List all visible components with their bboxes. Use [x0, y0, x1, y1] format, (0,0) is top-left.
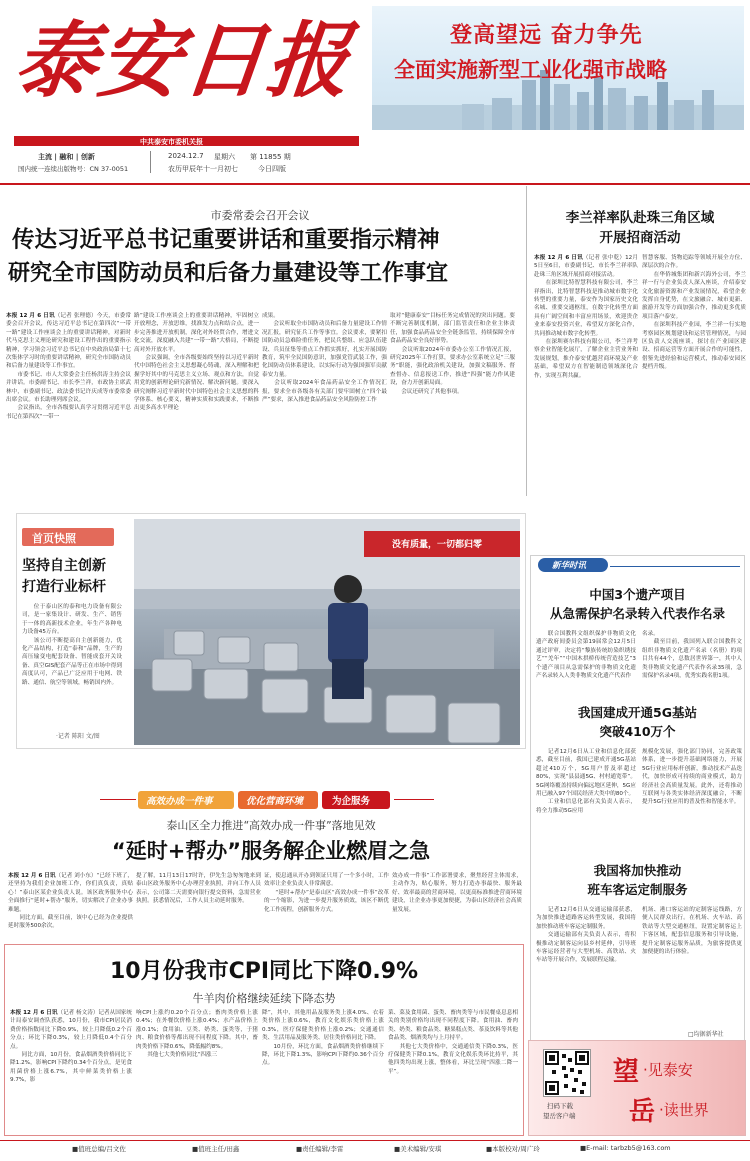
lead-col-2: 路”建设工作座谈会上的重要讲话精神，牢固树立开放理念，开放思维，找准发力点和结合点，进一步完善推进开放机制，深化对外经贸合作，增进文化交流，深度融入共建“一带一路”大格局，不断提高对外开放水平。 会议强调，全市各级要始终坚持以习近平新时代中国特色社会主义思想凝心铸魂，深入理解和把握学好其中的马克思主义立场、观点和方法，自觉用党的创新理论研究新情况、解决新问题。要深入研究阐释习近平新时代中国特色社会主义思想的科学体系、核心要义，精神实质和实践要求，不断推出更多高水平理论	[134, 313, 259, 412]
promo-right-line	[394, 799, 434, 800]
factory-photo	[134, 519, 520, 745]
promo-chip-2	[238, 791, 318, 809]
cpi-headline: 10月份我市CPI同比下降0.9%	[109, 959, 419, 984]
second-col-2: 提了解，11月13日17时许，伊先生急匆匆地来到泰山区政务服务中心办理营业执照，并向工作人员表示，公司第二天需要向银行提交资料，急需营业执照。获悉情况后，工作人员主动延时服务。	[136, 873, 261, 905]
cpi-col-3: 降”，其中，其他用品及服务类上涨4.0%、衣着类价格上涨0.6%，教育文化娱乐类价格上涨0.3%，医疗保健类价格上涨0.2%；交通通信类、生活用品及服务类、居住类价格同比下降。 10月份，环比方面，食品烟酒类价格继续下降，环比下降1.3%，影响CPI下降约0.36个百分点。	[262, 1010, 384, 1067]
lead-col-4: 取对“健康泰安”目标任务完成情况的突出问题。要不断完善制度机制，部门监管责任和企业主体责任，加强食品药品安全全链条监管，持续保障全市食品药品安全良好形势。 会议听取2024年市委办公室工作情况汇报，研究2025年工作打算，要求办公室系统立足“三服务”职能，强化政治机关建设，加强文稿服务、督查督办、信息报送工作，推进“四强”能力作风建设，奋力开创新局面。 会议还研究了其他事项。	[390, 313, 515, 395]
promo-big-char-2: 岳	[629, 1097, 656, 1127]
second-col-1-text: （记者 刘小东）“已经下班了，还坚持为我们企业加班工作，你们真负责，真贴心！”泰山区某企业负责人说。该区政务服务中心全面推行“延时+帮办”服务，切实解决了企业办事难题。 同比方面，截至目前，该中心已经为企业提供延时服务500余次。	[8, 873, 133, 930]
footer-item: ■美术编辑/安琪	[394, 1145, 442, 1153]
footer-item: ■值班总编/吕文佐	[72, 1145, 126, 1153]
xinhua-story-2-headline-2: 突破410万个	[599, 724, 676, 739]
xinhua-label-text: 新华时讯	[552, 561, 587, 571]
promo-line-1: ·见泰安	[643, 1061, 693, 1079]
cn-number: 国内统一连续出版物号：CN 37-0051	[18, 165, 129, 173]
xinhua-story-2-col-1: 记者12月6日从工业和信息化部获悉，截至目前，我国已建成开通5G基站超过410万个，5G用户普及率超过80%，实现“县县通5G、村村通宽带”。5G网络覆盖持续向偏远地区延伸，5G应用已融入97个国民经济大类中的80个。 工业和信息化部有关负责人表示，将全力推动5G应用	[536, 749, 636, 814]
xinhua-story-3-headline-1: 我国将加快推动	[593, 863, 682, 878]
slogan-line-2: 全面实施新型工业化强市战略	[394, 58, 667, 82]
lead-col-1	[6, 312, 131, 494]
footer-email[interactable]: ■E-mail: tarbzb5@163.com	[580, 1144, 671, 1152]
factory-photo-illustration	[134, 519, 520, 745]
footer-item: ■本版校对/周广玲	[486, 1145, 540, 1153]
qr-code-icon	[544, 1050, 590, 1096]
promo-line-2: ·读世界	[659, 1101, 709, 1119]
footer-rule	[0, 1140, 750, 1141]
lead-dateline: 本报 12 月 6 日讯	[6, 313, 55, 319]
right-dateline: 本报 12 月 6 日讯	[534, 255, 583, 261]
promo-text-1: 高效办成一件事	[146, 796, 213, 807]
photo-feature-headline-1: 坚持自主创新	[22, 558, 106, 574]
xinhua-story-3-col-1: 记者12月6日从交通运输部获悉，为加快推进道路客运转型发展，我国将加快推动班车客运定制服务。 交通运输部有关负责人表示，将积极推动定制客运向县乡村延伸，引导班车客运经营者与大型机场、高铁站、火车站等开展合作，发展联程运输。	[536, 907, 636, 964]
masthead-rule	[0, 183, 750, 185]
promo-left-line	[100, 799, 136, 800]
photo-feature-label	[22, 528, 114, 546]
cpi-col-2: 响CPI上涨约0.20个百分点；畜肉类价格上涨0.4%；在外餐饮价格上涨0.4%；水产品价格上涨0.1%；食用油、豆类、奶类、蛋类等，于猪肉、粮食价格等都出现不同程度下降。其中，畜肉类价格下降0.6%，降低幅约8%。 其他七大类价格同比“四涨三	[136, 1010, 258, 1059]
page-count: 今日四版	[258, 165, 286, 173]
publisher-label: 中共泰安市委机关报	[140, 138, 203, 146]
xinhua-story-1-headline-1: 中国3个遗产项目	[589, 587, 686, 602]
promo-chip-1	[138, 791, 234, 809]
lead-headline-2: 研究全市国防动员和后备力量建设等工作事宜	[8, 261, 449, 286]
cpi-subhead: 牛羊肉价格继续延续下降态势	[192, 992, 336, 1005]
right-headline-1: 李兰祥率队赴珠三角区域	[565, 210, 715, 226]
lead-kicker: 市委常委会召开会议	[210, 209, 310, 222]
footer-bar	[0, 1142, 750, 1156]
right-col-2: 智慧客服、货物追踪等领域开展全方位、深层次的合作。 在华侨城集团和新兴海外公司，李兰祥一行与企业负责人深入座谈，介绍泰安文化旅游资源和产业发展情况，希望企业发挥自身优势，在文旅融合、城市更新、旅游开发等方面加强合作，推动更多优质项目落户泰安。 在深圳科技产业园，李兰祥一行实地考察园区规划建设和运营管理情况，与园区负责人交流座谈，探讨在产业园区建设、招商运营等方面开展合作的可能性，借鉴先进经验和运营模式，推动泰安园区提档升级。	[642, 255, 746, 371]
masthead-logo: 泰安日报	[9, 13, 356, 109]
issue-divider-1	[150, 151, 151, 173]
app-promo-box[interactable]	[528, 1040, 746, 1136]
qr-caption-1: 扫码下载	[547, 1102, 573, 1110]
second-headline: “延时+帮办”服务解企业燃眉之急	[111, 839, 431, 863]
promo-text-3: 为企服务	[332, 796, 371, 807]
qr-caption-2: 望岳客户端	[543, 1112, 576, 1120]
qr-code[interactable]	[543, 1049, 591, 1097]
cpi-col-4: 菜、菜及食用菌、蛋类、畜肉类等与市民餐桌息息相关的类别价格均出现不同程度下降。食用油、畜肉类、奶类、粮食品类、糖果糕点类、茶及饮料等其他食品类、烟酒类均与上月持平。 其他七大类价格中，交通通信类下降0.3%，医疗保健类下降0.1%，教育文化娱乐类环比持平，其他四类均出现上涨，整体看，环比呈现“四涨二降一平”。	[388, 1010, 518, 1075]
second-dateline: 本报 12 月 6 日讯	[8, 873, 56, 879]
xinhua-story-1-col-1: 联合国教科文组织保护非物质文化遗产政府间委员会第19届常会12月5日通过评审，决定将“黎族传统纺染织绣技艺”“羌年”“中国木拱桥传统营造技艺”3个遗产项目从急需保护的非物质文化遗产名录转入人类非物质文化遗产代表作	[536, 631, 636, 680]
promo-big-char-1: 望	[613, 1057, 640, 1087]
issue-info-row	[14, 150, 744, 180]
xinhua-story-2-col-2: 规模化发展，强化部门协同，完善政策体系，进一步提升基础网络能力，开展5G行业应用标杆创新，推动技术产品迭代，加快形成可持续的商业模式，助力经济社会高质量发展。此外，还将推动互联网与各类实体经济深度融合，不断提升5G行业应用的普及性和智能水平。	[642, 749, 742, 806]
issue-date: 2024.12.7	[168, 152, 204, 160]
xinhua-story-3-headline-2: 班车客运定制服务	[587, 882, 688, 897]
lead-col-1-text: （记者 张理德）今天，市委常委会召开会议，传达习近平总书记在第四次“一带一路”建设工作座谈会上的重要讲话精神，对新时代马克思主义理论研究和建设工程作出的重要指示精神，学习领会习近平总书记在中央政治局第十七次集体学习时的重要讲话精神，研究全市国防动员和后备力量建设等工作事宜。 市委书记、市人大常委会主任杨洪涛主持会议并讲话。市委副书记、市长李兰祥，市政协主席武林中，市委副书记、政法委书记许庆成等市委常委出席会议。市长助理列席会议。 会议指出，全市各级要认真学习贯彻习近平总书记在第四次“一带一	[6, 313, 131, 420]
issue-number: 第 11855 期	[250, 153, 291, 161]
xinhua-story-2-headline-1: 我国建成开通5G基站	[578, 705, 697, 720]
right-headline-2: 开展招商活动	[599, 230, 681, 246]
footer-item: ■责任编辑/李雷	[296, 1145, 344, 1153]
footer-item: ■值班主任/田鑫	[192, 1145, 240, 1153]
lead-col-3: 成果。 会议听取全市国防动员和后备力量建设工作情况汇报，研究征兵工作等事宜。会议要求，要紧扣国防动员急难险重任务，把民兵整组、应急队伍建设、兵员征集等重点工作抓实抓好，扎实开展国防教育，筑牢全民国防意识，加强党管武装工作，强化国防动员体系建设，以实际行动为强国强军贡献泰安力量。 会议听取2024年食品药品安全工作情况汇报，要求全市各级各有关部门要牢固树立“四个最严”要求，深入推进食品药品安全风险防控工作	[262, 313, 387, 404]
photo-credit: ·记者 陈阳 文/图	[56, 733, 100, 740]
photo-feature-label-text: 首页快照	[32, 532, 76, 545]
second-col-1	[8, 872, 133, 942]
business-promo-banner	[100, 789, 440, 811]
factory-banner-text: 没有质量，一切都归零	[392, 540, 483, 550]
slogan-banner	[372, 6, 744, 130]
weekday: 星期六	[214, 153, 235, 161]
right-col-1	[534, 254, 638, 544]
right-col-1-text: （记者 张中乾）12月5日至6日，市委副书记、市长李兰祥率队赴珠三角区域开展招商对接活动。 在深圳比特智慧科技有限公司，李兰祥指出，比特智慧科技是推动城市数字化转型的重要力量，泰安作为国家历史文化名城、重要交通枢纽，在数字化转型方面具有广阔空间和丰富应用场景，欢迎贵企业来泰安投资兴业，希望双方深化合作，共同推动城市数字化转型。 在深圳赛尔科技有限公司，李兰祥考察企业智能化展厅，了解企业主营业务和发展规划，推介泰安优越营商环境及产业基础，希望双方在智能制造领域深化合作，实现互利共赢。	[534, 255, 638, 379]
promo-chip-3	[322, 791, 390, 809]
xinhua-story-1-col-2: 名录。 截至目前，我国列入联合国教科文组织非物质文化遗产名录（名册）的项目共有44个，总数居世界第一，其中人类非物质文化遗产代表作名录35项，急需保护名录4项，优秀实践名册1项。	[642, 631, 742, 680]
xinhua-source: □均据新华社	[688, 1031, 724, 1038]
xinhua-story-3-col-2: 机场、港口客运站的定制客运线路，方便人民群众出行。在机场、火车站、高铁站等大型交通枢纽，设置定制客运上下客区域，配套信息服务和引导设施，提升定制客运服务品质，为旅客提供更加便捷的出行体验。	[642, 907, 742, 956]
second-col-4: 效办成一件事”工作部署要求，聚焦经营主体需求，主动作为，贴心服务，努力打造办事最快、服务最好、效率最高的营商环境，以更高标准推进营商环境建设，让企业办事更加便捷，为泰山区经济社会高质量发展。	[392, 873, 522, 913]
photo-feature-caption: 位于泰山区的泰和电力设备有限公司，是一家集设计、研发、生产、销售于一体的高新技术企业，年生产各种电力设备45万台。 该公司不断提高自主创新能力，优化产品结构，打造“泰和”品牌，生产的高压输变电配套设备、智能成套开关设备、真空GIS配套产品等正在市场中得到高度认可，产品已广泛应用于电网、铁路、通信、航空等领域，畅销国内外。	[22, 604, 122, 686]
cpi-col-1	[10, 1009, 132, 1131]
motto: 主流 | 融和 | 创新	[38, 153, 95, 161]
xinhua-story-1-headline-2: 从急需保护名录转入代表作名录	[549, 606, 725, 621]
second-col-3: 证，使息通从开办到领证只用了一个多小时，工作效率让企业负责人非常满意。 “延时+帮办”是泰山区“高效办成一件事”改革的一个缩影，为进一步提升服务质效，该区不断优化工作流程，创新服务方式。	[264, 873, 389, 913]
lead-headline-1: 传达习近平总书记重要讲话和重要指示精神	[12, 227, 440, 253]
second-kicker: 泰山区全力推进“高效办成一件事”落地见效	[166, 819, 376, 832]
cpi-dateline: 本报 12 月 6 日讯	[10, 1010, 58, 1016]
lunar-date: 农历甲辰年十一月初七	[168, 165, 238, 173]
xinhua-label	[538, 558, 608, 572]
slogan-line-1: 登高望远 奋力争先	[450, 23, 643, 48]
photo-feature-headline-2: 打造行业标杆	[22, 579, 106, 595]
cpi-col-1-text: （记者 杨文涛）记者从国家统计局泰安调查队获悉，10月份，我市CPI居民消费价格指数同比下降0.9%，较上月降低0.2个百分点；环比下降0.3%，较上月降低0.4个百分点。 同比方面，10月份，食品烟酒类价格同比下降1.2%，影响CPI下降约0.34个百分点，是见食用菌价格上涨6.7%，其中鲜菜类价格上涨9.7%，影	[10, 1010, 132, 1084]
column-divider	[526, 186, 527, 496]
xinhua-rule	[610, 566, 740, 567]
promo-text-2: 优化营商环境	[246, 796, 304, 807]
